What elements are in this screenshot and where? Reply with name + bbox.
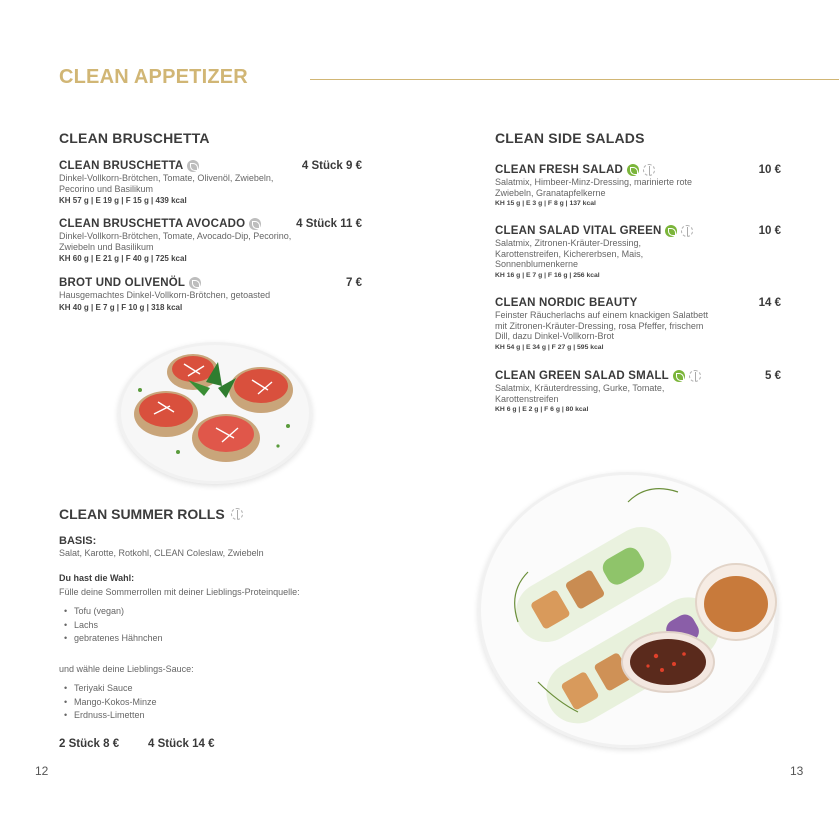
item-description: Salatmix, Himbeer-Minz-Dressing, marinierte rote Zwiebeln, Granatapfelkerne <box>495 177 693 198</box>
list-item: • Lachs <box>74 620 163 634</box>
menu-item-green-salad-small <box>495 370 781 413</box>
item-name: CLEAN BRUSCHETTA <box>59 160 184 172</box>
vegetarian-icon <box>187 160 199 172</box>
item-nutrition: KH 40 g | E 7 g | F 10 g | 318 kcal <box>59 302 183 312</box>
item-name: CLEAN FRESH SALAD <box>495 164 623 176</box>
item-description: Dinkel-Vollkorn-Brötchen, Tomate, Olivenöl, Zwiebeln, Pecorino und Basilikum <box>59 173 274 194</box>
sauce-intro: und wähle deine Lieblings-Sauce: <box>59 664 194 674</box>
price-2-pieces: 2 Stück 8 € <box>59 738 120 750</box>
item-description: Feinster Räucherlachs auf einem knackigen Salatbett mit Zitronen-Kräuter-Dressing, rosa Pfeffer, frischem Dill, dazu Dinkel-Vollkorn-Brot <box>495 310 709 341</box>
item-name: CLEAN BRUSCHETTA AVOCADO <box>59 218 246 230</box>
list-item: • Erdnuss-Limetten <box>74 710 157 724</box>
list-item: • Mango-Kokos-Minze <box>74 697 157 711</box>
item-nutrition: KH 54 g | E 34 g | F 27 g | 595 kcal <box>495 343 604 351</box>
menu-item-brot-olivenoel <box>59 277 362 312</box>
section-title-side-salads: CLEAN SIDE SALADS <box>495 130 645 146</box>
page-title: CLEAN APPETIZER <box>59 66 248 88</box>
item-price: 4 Stück 11 € <box>296 218 362 230</box>
vegan-icon <box>673 370 685 382</box>
item-nutrition: KH 6 g | E 2 g | F 6 g | 80 kcal <box>495 406 589 413</box>
item-name: CLEAN GREEN SALAD SMALL <box>495 370 669 382</box>
item-description: Salatmix, Zitronen-Kräuter-Dressing, Karottenstreifen, Kichererbsen, Mais, Sonnenblumenkerne <box>495 238 644 269</box>
item-description: Salatmix, Kräuterdressing, Gurke, Tomate, Karottenstreifen <box>495 383 665 404</box>
item-name: CLEAN SALAD VITAL GREEN <box>495 225 662 237</box>
choice-text: Fülle deine Sommerrollen mit deiner Lieblings-Proteinquelle: <box>59 587 300 597</box>
item-nutrition: KH 16 g | E 7 g | F 16 g | 256 kcal <box>495 271 600 279</box>
page-number-left: 12 <box>35 764 49 778</box>
basis-label: BASIS: <box>59 535 97 547</box>
wheat-icon <box>231 508 243 520</box>
item-price: 4 Stück 9 € <box>301 160 362 172</box>
wheat-icon <box>681 225 693 237</box>
vegan-icon <box>627 164 639 176</box>
basis-text: Salat, Karotte, Rotkohl, CLEAN Coleslaw, Zwiebeln <box>59 548 264 558</box>
item-description: Dinkel-Vollkorn-Brötchen, Tomate, Avocado-Dip, Pecorino, Zwiebeln und Basilikum <box>59 231 292 252</box>
list-item: • gebratenes Hähnchen <box>74 633 163 647</box>
menu-item-vital-green <box>495 225 781 279</box>
item-nutrition: KH 60 g | E 21 g | F 40 g | 725 kcal <box>59 254 187 263</box>
item-price: 10 € <box>758 225 781 237</box>
item-price: 5 € <box>765 370 781 382</box>
vegan-icon <box>665 225 677 237</box>
list-item: • Teriyaki Sauce <box>74 683 157 697</box>
wheat-icon <box>643 164 655 176</box>
menu-item-bruschetta-avocado <box>59 218 362 263</box>
summer-rolls-photo <box>478 472 778 748</box>
bruschetta-photo <box>118 342 312 484</box>
item-name: BROT UND OLIVENÖL <box>59 277 186 289</box>
item-price: 14 € <box>758 297 781 309</box>
summer-rolls-title: CLEAN SUMMER ROLLS <box>59 506 225 522</box>
choice-label: Du hast die Wahl: <box>59 573 135 583</box>
summer-rolls-illustration <box>478 472 778 748</box>
vegetarian-icon <box>189 277 201 289</box>
protein-list <box>74 606 163 647</box>
page-number-right: 13 <box>790 764 804 778</box>
item-name: CLEAN NORDIC BEAUTY <box>495 297 638 309</box>
wheat-icon <box>689 370 701 382</box>
menu-item-fresh-salad <box>495 164 781 207</box>
list-item: • Tofu (vegan) <box>74 606 163 620</box>
price-4-pieces: 4 Stück 14 € <box>148 738 215 750</box>
item-price: 7 € <box>346 277 362 289</box>
section-title-summer-rolls <box>59 506 243 522</box>
bruschetta-illustration <box>118 342 312 484</box>
menu-item-bruschetta <box>59 160 362 205</box>
section-title-bruschetta: CLEAN BRUSCHETTA <box>59 130 210 146</box>
item-description: Hausgemachtes Dinkel-Vollkorn-Brötchen, getoasted <box>59 290 271 300</box>
vegetarian-icon <box>249 218 261 230</box>
menu-item-nordic-beauty <box>495 297 781 351</box>
sauce-list <box>74 683 157 724</box>
title-divider <box>310 79 839 80</box>
item-nutrition: KH 15 g | E 3 g | F 8 g | 137 kcal <box>495 200 596 207</box>
item-nutrition: KH 57 g | E 19 g | F 15 g | 439 kcal <box>59 196 187 205</box>
item-price: 10 € <box>758 164 781 176</box>
